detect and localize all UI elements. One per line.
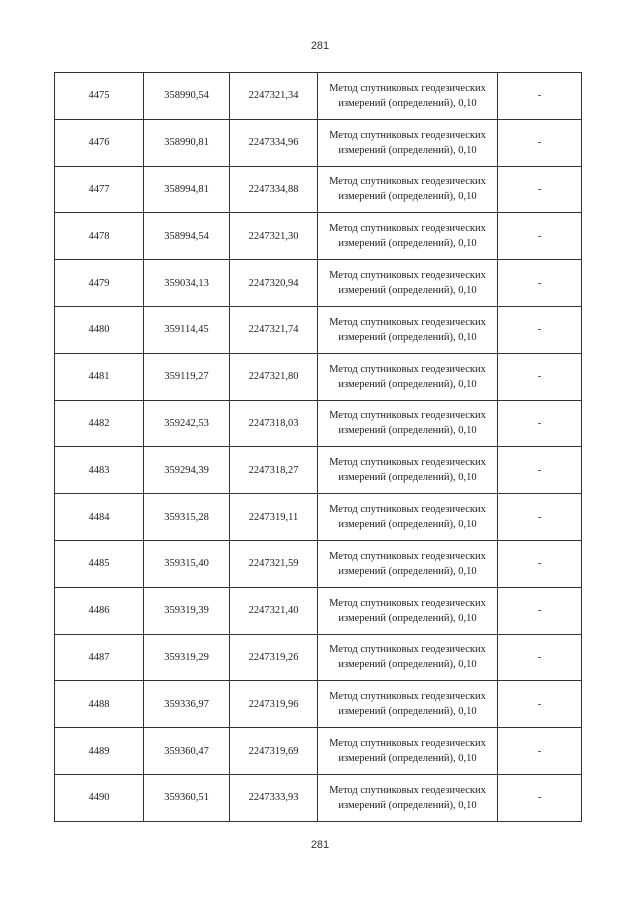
y-coordinate-cell: 2247319,96	[230, 681, 318, 728]
x-coordinate-cell: 359319,39	[144, 587, 230, 634]
table-row	[55, 400, 582, 447]
description-cell: -	[498, 213, 582, 260]
description-cell: -	[498, 73, 582, 120]
table-row	[55, 728, 582, 775]
point-number-cell: 4477	[55, 166, 144, 213]
description-cell: -	[498, 306, 582, 353]
method-text: Метод спутниковых геодезических измерений (определений), 0,10	[329, 691, 486, 718]
point-number-cell: 4489	[55, 728, 144, 775]
description-cell: -	[498, 119, 582, 166]
x-coordinate-cell: 359294,39	[144, 447, 230, 494]
x-coordinate-cell: 359119,27	[144, 353, 230, 400]
y-coordinate-cell: 2247321,74	[230, 306, 318, 353]
page-number-bottom: 281	[310, 839, 330, 851]
description-cell: -	[498, 400, 582, 447]
method-cell	[318, 166, 498, 213]
method-text: Метод спутниковых геодезических измерений (определений), 0,10	[329, 457, 486, 484]
description-cell: -	[498, 681, 582, 728]
table-row	[55, 166, 582, 213]
point-number-cell: 4478	[55, 213, 144, 260]
table-row	[55, 213, 582, 260]
point-number-cell: 4487	[55, 634, 144, 681]
table-row	[55, 447, 582, 494]
method-cell	[318, 587, 498, 634]
description-cell: -	[498, 634, 582, 681]
point-number-cell: 4482	[55, 400, 144, 447]
method-cell	[318, 447, 498, 494]
point-number-cell: 4476	[55, 119, 144, 166]
y-coordinate-cell: 2247319,11	[230, 494, 318, 541]
method-text: Метод спутниковых геодезических измерений (определений), 0,10	[329, 176, 486, 203]
method-text: Метод спутниковых геодезических измерений (определений), 0,10	[329, 410, 486, 437]
x-coordinate-cell: 359360,47	[144, 728, 230, 775]
description-cell: -	[498, 260, 582, 307]
point-number-cell: 4475	[55, 73, 144, 120]
table-row	[55, 119, 582, 166]
method-cell	[318, 306, 498, 353]
page-number-top: 281	[310, 40, 330, 52]
y-coordinate-cell: 2247321,40	[230, 587, 318, 634]
x-coordinate-cell: 359242,53	[144, 400, 230, 447]
description-cell: -	[498, 728, 582, 775]
y-coordinate-cell: 2247320,94	[230, 260, 318, 307]
y-coordinate-cell: 2247321,34	[230, 73, 318, 120]
y-coordinate-cell: 2247321,30	[230, 213, 318, 260]
method-cell	[318, 353, 498, 400]
description-cell: -	[498, 494, 582, 541]
table-row	[55, 353, 582, 400]
coordinates-table	[54, 72, 582, 822]
x-coordinate-cell: 359315,28	[144, 494, 230, 541]
method-text: Метод спутниковых геодезических измерений (определений), 0,10	[329, 363, 486, 390]
x-coordinate-cell: 359319,29	[144, 634, 230, 681]
method-cell	[318, 119, 498, 166]
method-cell	[318, 774, 498, 821]
description-cell: -	[498, 540, 582, 587]
y-coordinate-cell: 2247321,59	[230, 540, 318, 587]
point-number-cell: 4483	[55, 447, 144, 494]
method-cell	[318, 634, 498, 681]
point-number-cell: 4490	[55, 774, 144, 821]
method-text: Метод спутниковых геодезических измерений (определений), 0,10	[329, 504, 486, 531]
method-text: Метод спутниковых геодезических измерений (определений), 0,10	[329, 270, 486, 297]
x-coordinate-cell: 358994,81	[144, 166, 230, 213]
point-number-cell: 4484	[55, 494, 144, 541]
method-cell	[318, 728, 498, 775]
y-coordinate-cell: 2247333,93	[230, 774, 318, 821]
method-cell	[318, 681, 498, 728]
method-text: Метод спутниковых геодезических измерений (определений), 0,10	[329, 784, 486, 811]
y-coordinate-cell: 2247319,26	[230, 634, 318, 681]
y-coordinate-cell: 2247321,80	[230, 353, 318, 400]
method-text: Метод спутниковых геодезических измерений (определений), 0,10	[329, 129, 486, 156]
x-coordinate-cell: 358990,54	[144, 73, 230, 120]
method-cell	[318, 494, 498, 541]
x-coordinate-cell: 359034,13	[144, 260, 230, 307]
description-cell: -	[498, 353, 582, 400]
y-coordinate-cell: 2247318,03	[230, 400, 318, 447]
point-number-cell: 4488	[55, 681, 144, 728]
y-coordinate-cell: 2247319,69	[230, 728, 318, 775]
method-text: Метод спутниковых геодезических измерений (определений), 0,10	[329, 316, 486, 343]
point-number-cell: 4486	[55, 587, 144, 634]
x-coordinate-cell: 359114,45	[144, 306, 230, 353]
x-coordinate-cell: 358990,81	[144, 119, 230, 166]
table-row	[55, 634, 582, 681]
method-cell	[318, 400, 498, 447]
table-row	[55, 494, 582, 541]
point-number-cell: 4480	[55, 306, 144, 353]
method-text: Метод спутниковых геодезических измерений (определений), 0,10	[329, 738, 486, 765]
method-text: Метод спутниковых геодезических измерений (определений), 0,10	[329, 223, 486, 250]
table-row	[55, 587, 582, 634]
x-coordinate-cell: 359315,40	[144, 540, 230, 587]
description-cell: -	[498, 774, 582, 821]
y-coordinate-cell: 2247334,96	[230, 119, 318, 166]
method-text: Метод спутниковых геодезических измерений (определений), 0,10	[329, 644, 486, 671]
point-number-cell: 4481	[55, 353, 144, 400]
y-coordinate-cell: 2247334,88	[230, 166, 318, 213]
method-text: Метод спутниковых геодезических измерений (определений), 0,10	[329, 82, 486, 109]
method-cell	[318, 213, 498, 260]
method-text: Метод спутниковых геодезических измерений (определений), 0,10	[329, 597, 486, 624]
table-row	[55, 306, 582, 353]
table-row	[55, 681, 582, 728]
table-row	[55, 774, 582, 821]
description-cell: -	[498, 447, 582, 494]
description-cell: -	[498, 166, 582, 213]
method-cell	[318, 540, 498, 587]
point-number-cell: 4485	[55, 540, 144, 587]
method-cell	[318, 73, 498, 120]
point-number-cell: 4479	[55, 260, 144, 307]
method-text: Метод спутниковых геодезических измерений (определений), 0,10	[329, 550, 486, 577]
table-row	[55, 73, 582, 120]
table-row	[55, 260, 582, 307]
y-coordinate-cell: 2247318,27	[230, 447, 318, 494]
x-coordinate-cell: 359336,97	[144, 681, 230, 728]
description-cell: -	[498, 587, 582, 634]
x-coordinate-cell: 358994,54	[144, 213, 230, 260]
x-coordinate-cell: 359360,51	[144, 774, 230, 821]
method-cell	[318, 260, 498, 307]
table-row	[55, 540, 582, 587]
